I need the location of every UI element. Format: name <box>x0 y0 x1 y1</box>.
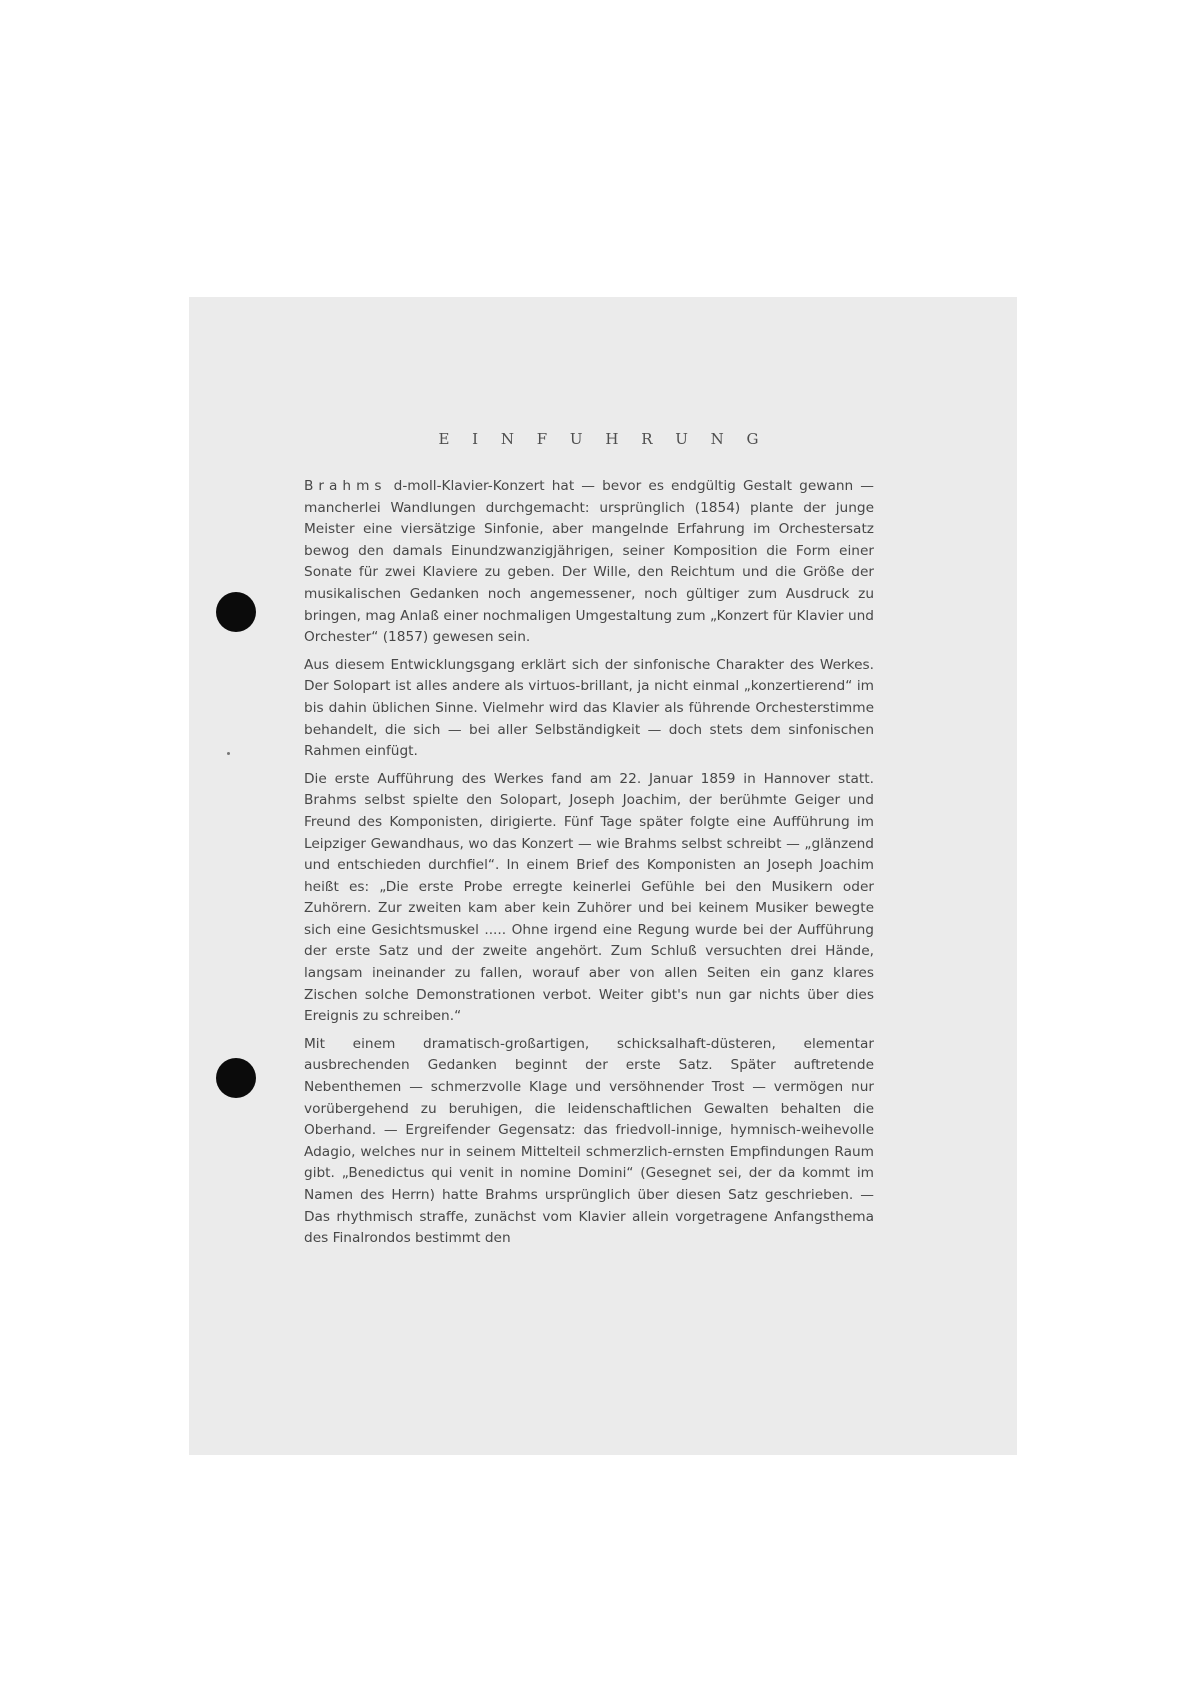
document-body <box>304 476 874 1256</box>
document-heading: E I N F U H R U N G <box>438 430 768 448</box>
composer-name: Brahms <box>304 478 387 494</box>
paragraph-2: Aus diesem Entwicklungsgang erklärt sich der sinfonische Charakter des Werkes. Der Solopart ist alles andere als virtuos-brillant, ja nicht einmal „konzertierend“ im bis dahin üblichen Sinne. Vielmehr wird das Klavier als führende Orchesterstimme behandelt, die sich — bei aller Selbständigkeit — doch stets dem sinfonischen Rahmen einfügt. <box>304 656 874 760</box>
punch-hole-top <box>216 592 256 632</box>
paper-speck <box>227 752 230 755</box>
paragraph-1 <box>304 476 874 649</box>
paragraph-4: Mit einem dramatisch-großartigen, schicksalhaft-düsteren, elementar ausbrechenden Gedanken beginnt der erste Satz. Später auftretende Nebenthemen — schmerzvolle Klage und versöhnender Trost — vermögen nur vorübergehend zu beruhigen, die leidenschaftlichen Gewalten behalten die Oberhand. — Ergreifender Gegensatz: das friedvoll-innige, hymnisch-weihevolle Adagio, welches nur in seinem Mittelteil schmerzlich-ernsten Empfindungen Raum gibt. „Benedictus qui venit in nomine Domini“ (Gesegnet sei, der da kommt im Namen des Herrn) hatte Brahms ursprünglich über diesen Satz geschrieben. — Das rhythmisch straffe, zunächst vom Klavier allein vorgetragene Anfangsthema des Finalrondos bestimmt den <box>304 1035 874 1247</box>
document-page <box>189 297 1017 1455</box>
paragraph-3: Die erste Aufführung des Werkes fand am 22. Januar 1859 in Hannover statt. Brahms selbst spielte den Solopart, Joseph Joachim, der berühmte Geiger und Freund des Komponisten, dirigierte. Fünf Tage später folgte eine Aufführung im Leipziger Gewandhaus, wo das Konzert — wie Brahms selbst schreibt — „glänzend und entschieden durchfiel“. In einem Brief des Komponisten an Joseph Joachim heißt es: „Die erste Probe erregte keinerlei Gefühle bei den Musikern oder Zuhörern. Zur zweiten kam aber kein Zuhörer und bei keinem Musiker bewegte sich eine Gesichtsmuskel ..... Ohne irgend eine Regung wurde bei der Aufführung der erste Satz und der zweite angehört. Zum Schluß versuchten drei Hände, langsam ineinander zu fallen, worauf aber von allen Seiten ein ganz klares Zischen solche Demonstrationen verbot. Weiter gibt's nun gar nichts über dies Ereignis zu schreiben.“ <box>304 770 874 1025</box>
punch-hole-bottom <box>216 1058 256 1098</box>
paragraph-1-text: d-moll-Klavier-Konzert hat — bevor es endgültig Gestalt gewann — mancherlei Wandlungen durchgemacht: ursprünglich (1854) plante der junge Meister eine viersätzige Sinfonie, aber mangelnde Erfahrung im Orchestersatz bewog den damals Einundzwanzigjährigen, seiner Komposition die Form einer Sonate für zwei Klaviere zu geben. Der Wille, den Reichtum und die Größe der musikalischen Gedanken noch angemessener, noch gültiger zum Ausdruck zu bringen, mag Anlaß einer nochmaligen Umgestaltung zum „Konzert für Klavier und Orchester“ (1857) gewesen sein. <box>304 478 874 646</box>
